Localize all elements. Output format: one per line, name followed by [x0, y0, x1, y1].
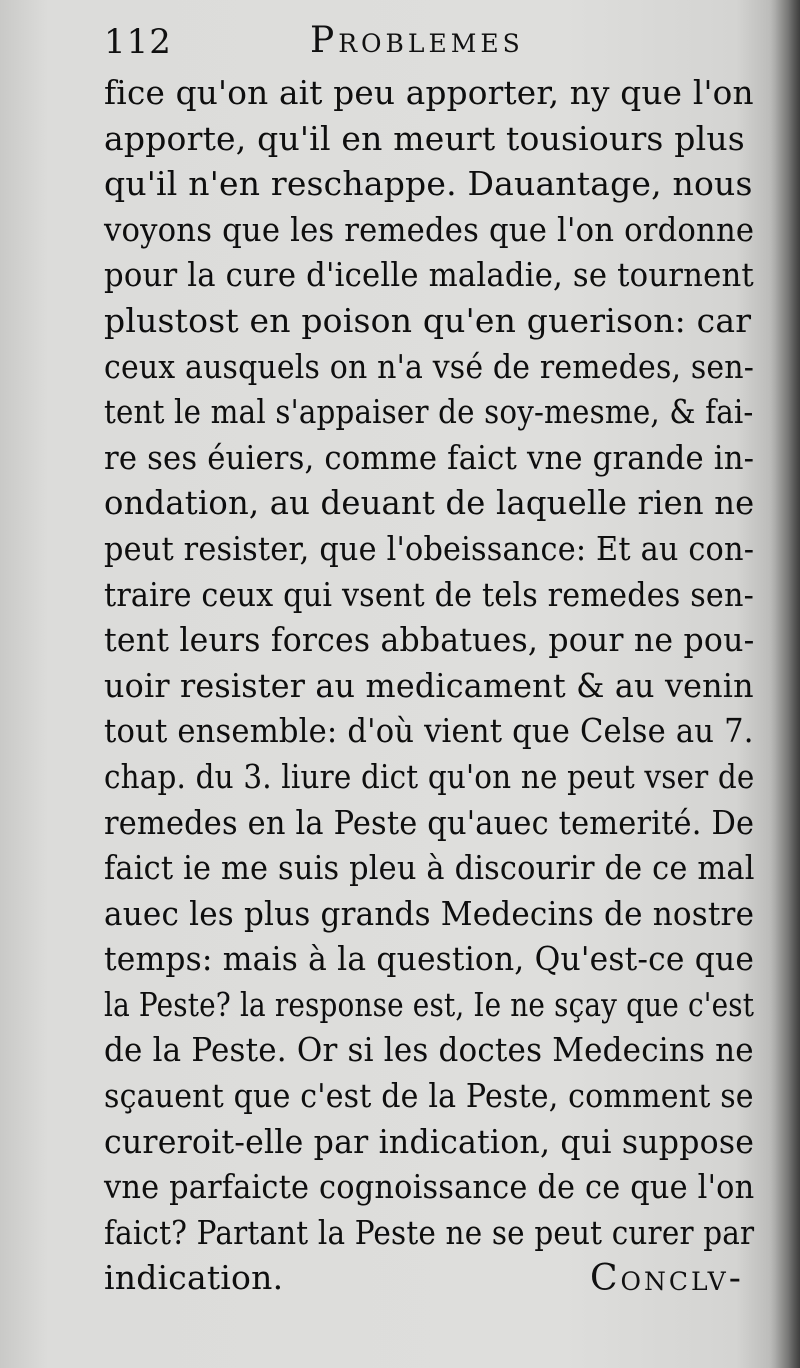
text-line: de la Peste. Or si les doctes Medecins ne	[104, 1030, 754, 1070]
text-line: la Peste? la response est, Ie ne sçay que c'est	[104, 984, 755, 1024]
text-line: fice qu'on ait peu apporter, ny que l'on	[104, 73, 754, 112]
text-line: chap. du 3. liure dict qu'on ne peut vser de	[104, 756, 755, 796]
text-line: indication.	[104, 1258, 284, 1298]
text-line: temps: mais à la question, Qu'est-ce que	[104, 939, 755, 979]
text-line: qu'il n'en reschappe. Dauantage, nous	[104, 164, 753, 204]
text-line: uoir resister au medicament & au venin	[104, 665, 754, 705]
text-line: ondation, au deuant de laquelle rien ne	[104, 483, 755, 523]
text-line: plustost en poison qu'en guerison: car	[104, 300, 752, 340]
text-line: apporte, qu'il en meurt tousiours plus	[104, 118, 745, 158]
text-line: auec les plus grands Medecins de nostre	[104, 893, 755, 933]
text-line: cureroit-elle par indication, qui suppose	[104, 1121, 755, 1161]
page-gutter-shadow	[770, 0, 800, 1368]
body-text	[104, 70, 764, 1301]
text-line: sçauent que c'est de la Peste, comment se	[104, 1076, 754, 1116]
page-header	[100, 18, 760, 68]
catchword: Conclv-	[590, 1258, 744, 1299]
text-line: tent le mal s'appaiser de soy-mesme, & fai-	[104, 392, 754, 432]
text-line: faict? Partant la Peste ne se peut curer par	[104, 1212, 755, 1252]
text-line: faict ie me suis pleu à discourir de ce mal	[104, 848, 755, 888]
text-line: remedes en la Peste qu'auec temerité. De	[104, 802, 755, 842]
text-line: peut resister, que l'obeissance: Et au con-	[104, 528, 755, 568]
text-line: vne parfaicte cognoissance de ce que l'on	[104, 1167, 755, 1207]
show-through-text	[640, 1222, 790, 1262]
text-line: pour la cure d'icelle maladie, se tournent	[104, 255, 754, 295]
text-line: voyons que les remedes que l'on ordonne	[104, 209, 755, 249]
page-number: 112	[104, 22, 172, 62]
text-line: tout ensemble: d'où vient que Celse au 7.	[104, 711, 754, 751]
running-head: Problemes	[310, 20, 524, 61]
text-line: tent leurs forces abbatues, pour ne pou-	[104, 620, 755, 660]
text-line: traire ceux qui vsent de tels remedes sen-	[104, 574, 754, 614]
text-line: ceux ausquels on n'a vsé de remedes, sen-	[104, 346, 755, 386]
text-line: re ses éuiers, comme faict vne grande in-	[104, 437, 755, 477]
